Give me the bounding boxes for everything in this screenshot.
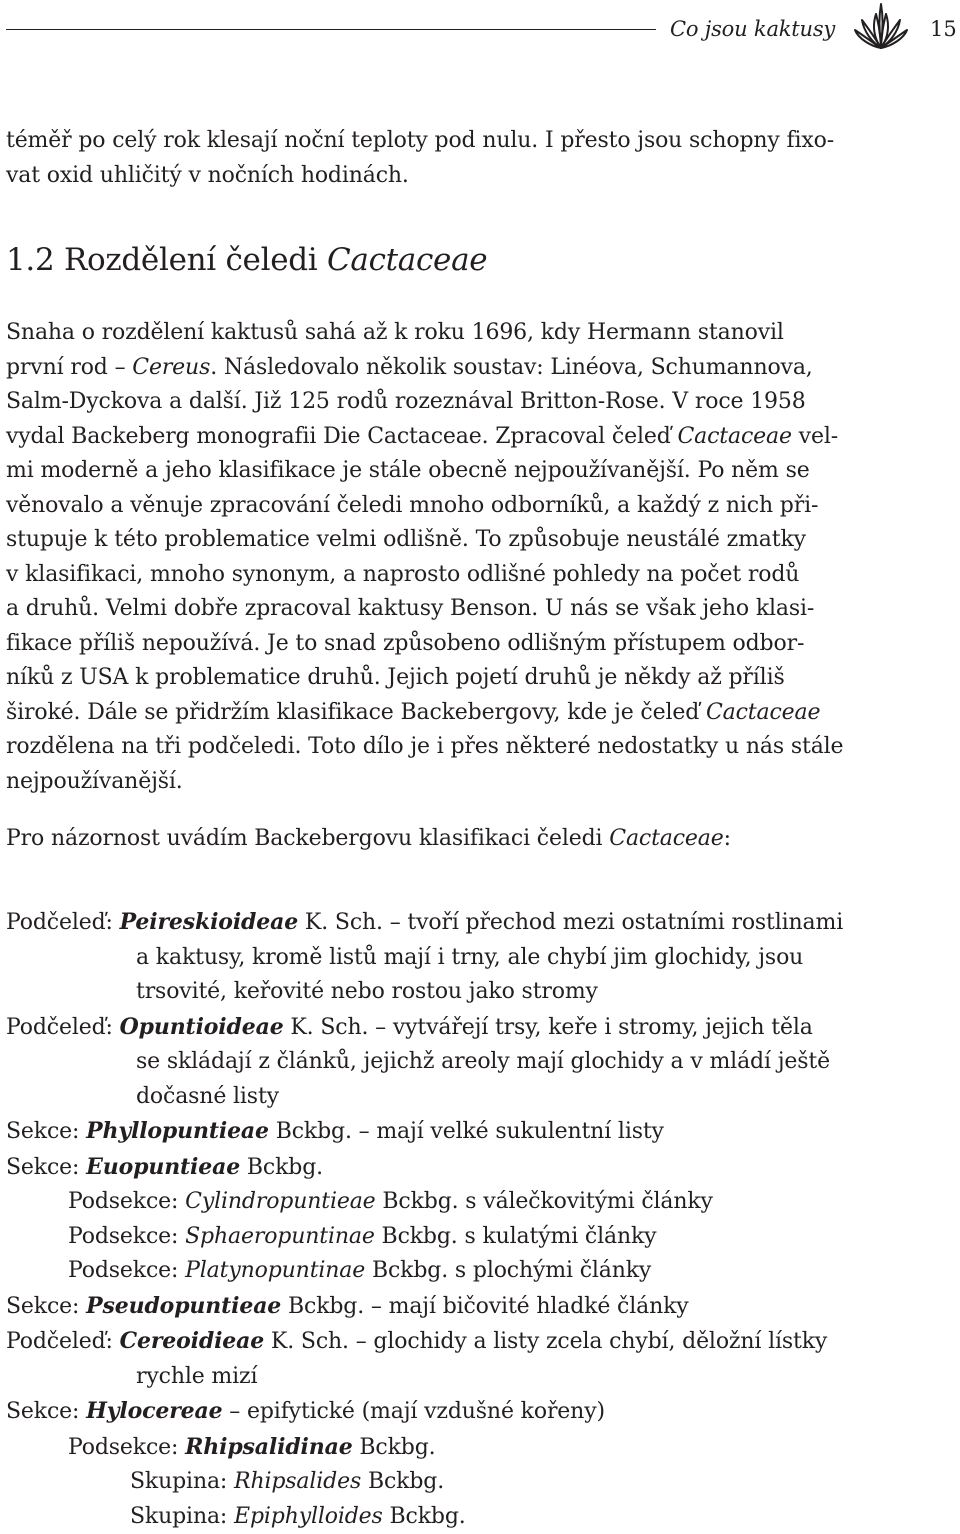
taxon-rank-label: Podsekce: [68,1258,185,1283]
cactus-flower-logo-icon [852,2,910,50]
taxon-name: Opuntioideae [120,1014,284,1040]
classification-row [6,1114,956,1150]
taxon-name: Peireskioideae [120,909,298,935]
taxon-description: Bckbg. – mají bičovité hladké články [281,1294,688,1319]
taxon-rank-label: Sekce: [6,1119,86,1144]
taxon-name: Cereoidieae [120,1328,264,1354]
text-line: Snaha o rozdělení kaktusů sahá až k roku 1696, kdy Hermann stanovil [6,316,956,351]
taxon-description: – epifytické (mají vzdušné kořeny) [222,1399,604,1424]
taxon-description: Bckbg. [383,1504,466,1529]
taxon-rank-label: Podsekce: [68,1224,185,1249]
classification-row [6,1465,956,1500]
taxon-description: dočasné listy [136,1084,279,1109]
taxon-name: Platynopuntinae [185,1258,365,1283]
taxon-description: Bckbg. [353,1435,436,1460]
classification-row [6,1394,956,1430]
taxon-description: Bckbg. [240,1155,323,1180]
lead-line: Pro názornost uvádím Backebergovu klasifikaci čeledi Cactaceae: [6,822,956,857]
taxon-rank-label: Sekce: [6,1399,86,1424]
text-line: v klasifikaci, mnoho synonym, a naprosto odlišné pohledy na počet rodů [6,558,956,593]
taxon-rank-label: Podsekce: [68,1189,185,1214]
classification-row [6,1150,956,1186]
page-number: 15 [930,14,957,44]
text-line: vat oxid uhličitý v nočních hodinách. [6,159,956,194]
classification-row [6,1430,956,1466]
main-paragraph [6,316,956,799]
classification-row [6,1324,956,1360]
taxon-name: Rhipsalides [234,1469,361,1494]
text-line: první rod – Cereus. Následovalo několik soustav: Linéova, Schumannova, [6,351,956,386]
taxon-description: rychle mizí [136,1364,257,1389]
taxon-rank-label: Podčeleď: [6,910,120,935]
taxon-description: Bckbg. s kulatými články [375,1224,657,1249]
taxon-name: Epiphylloides [234,1504,383,1529]
taxon-rank-label: Podčeleď: [6,1015,120,1040]
taxon-description: K. Sch. – vytvářejí trsy, keře i stromy, jejich těla [284,1015,813,1040]
text-line: nejpoužívanější. [6,765,956,800]
section-heading-text: 1.2 Rozdělení čeledi [6,242,327,278]
taxon-description: Bckbg. [361,1469,444,1494]
taxon-rank-label: Sekce: [6,1155,86,1180]
text-line: mi moderně a jeho klasifikace je stále obecně nejpoužívanější. Po něm se [6,454,956,489]
classification-row [6,905,956,941]
section-heading [6,238,487,282]
taxon-description: Bckbg. – mají velké sukulentní listy [269,1119,664,1144]
taxon-description: Bckbg. s plochými články [365,1258,651,1283]
taxon-description: K. Sch. – glochidy a listy zcela chybí, děložní lístky [264,1329,827,1354]
classification-row [6,975,956,1010]
taxon-description: trsovité, keřovité nebo rostou jako stromy [136,979,598,1004]
taxon-name: Cylindropuntieae [185,1189,375,1214]
taxon-name: Sphaeropuntinae [185,1224,375,1249]
classification-row [6,1080,956,1115]
taxon-name: Phyllopuntieae [86,1118,269,1144]
classification-row [6,1289,956,1325]
taxon-name: Euopuntieae [86,1154,240,1180]
taxon-name: Rhipsalidinae [185,1434,352,1460]
text-line: stupuje k této problematice velmi odlišně. To způsobuje neustálé zmatky [6,523,956,558]
text-line: níků z USA k problematice druhů. Jejich pojetí druhů je někdy až příliš [6,661,956,696]
taxon-rank-label: Sekce: [6,1294,86,1319]
section-heading-term: Cactaceae [327,242,487,278]
classification-row [6,1010,956,1046]
running-header [0,0,960,60]
taxon-name: Hylocereae [86,1398,222,1424]
classification-row [6,1220,956,1255]
taxon-rank-label: Skupina: [130,1504,234,1529]
classification-row [6,1360,956,1395]
classification-row [6,1254,956,1289]
text-line: věnovalo a věnuje zpracování čeledi mnoho odborníků, a každý z nich při- [6,489,956,524]
running-title: Co jsou kaktusy [670,14,835,44]
text-line: téměř po celý rok klesají noční teploty pod nulu. I přesto jsou schopny fixo- [6,124,956,159]
text-line: fikace příliš nepoužívá. Je to snad způsobeno odlišným přístupem odbor- [6,627,956,662]
text-line: rozdělena na tři podčeledi. Toto dílo je i přes některé nedostatky u nás stále [6,730,956,765]
header-rule [6,29,656,30]
taxon-name: Pseudopuntieae [86,1293,281,1319]
taxon-description: K. Sch. – tvoří přechod mezi ostatními rostlinami [298,910,843,935]
taxon-description: se skládají z článků, jejichž areoly mají glochidy a v mládí ještě [136,1049,830,1074]
text-line: a druhů. Velmi dobře zpracoval kaktusy Benson. U nás se však jeho klasi- [6,592,956,627]
classification-list [6,905,956,1534]
intro-paragraph [6,124,956,193]
taxon-rank-label: Skupina: [130,1469,234,1494]
text-line: široké. Dále se přidržím klasifikace Backebergovy, kde je čeleď Cactaceae [6,696,956,731]
taxon-rank-label: Podčeleď: [6,1329,120,1354]
classification-row [6,1185,956,1220]
taxon-description: a kaktusy, kromě listů mají i trny, ale chybí jim glochidy, jsou [136,945,803,970]
text-line: Salm-Dyckova a další. Již 125 rodů rozeznával Britton-Rose. V roce 1958 [6,385,956,420]
text-line: vydal Backeberg monografii Die Cactaceae. Zpracoval čeleď Cactaceae vel- [6,420,956,455]
classification-row [6,1045,956,1080]
classification-row [6,1500,956,1534]
classification-row [6,941,956,976]
taxon-rank-label: Podsekce: [68,1435,185,1460]
taxon-description: Bckbg. s válečkovitými články [376,1189,713,1214]
